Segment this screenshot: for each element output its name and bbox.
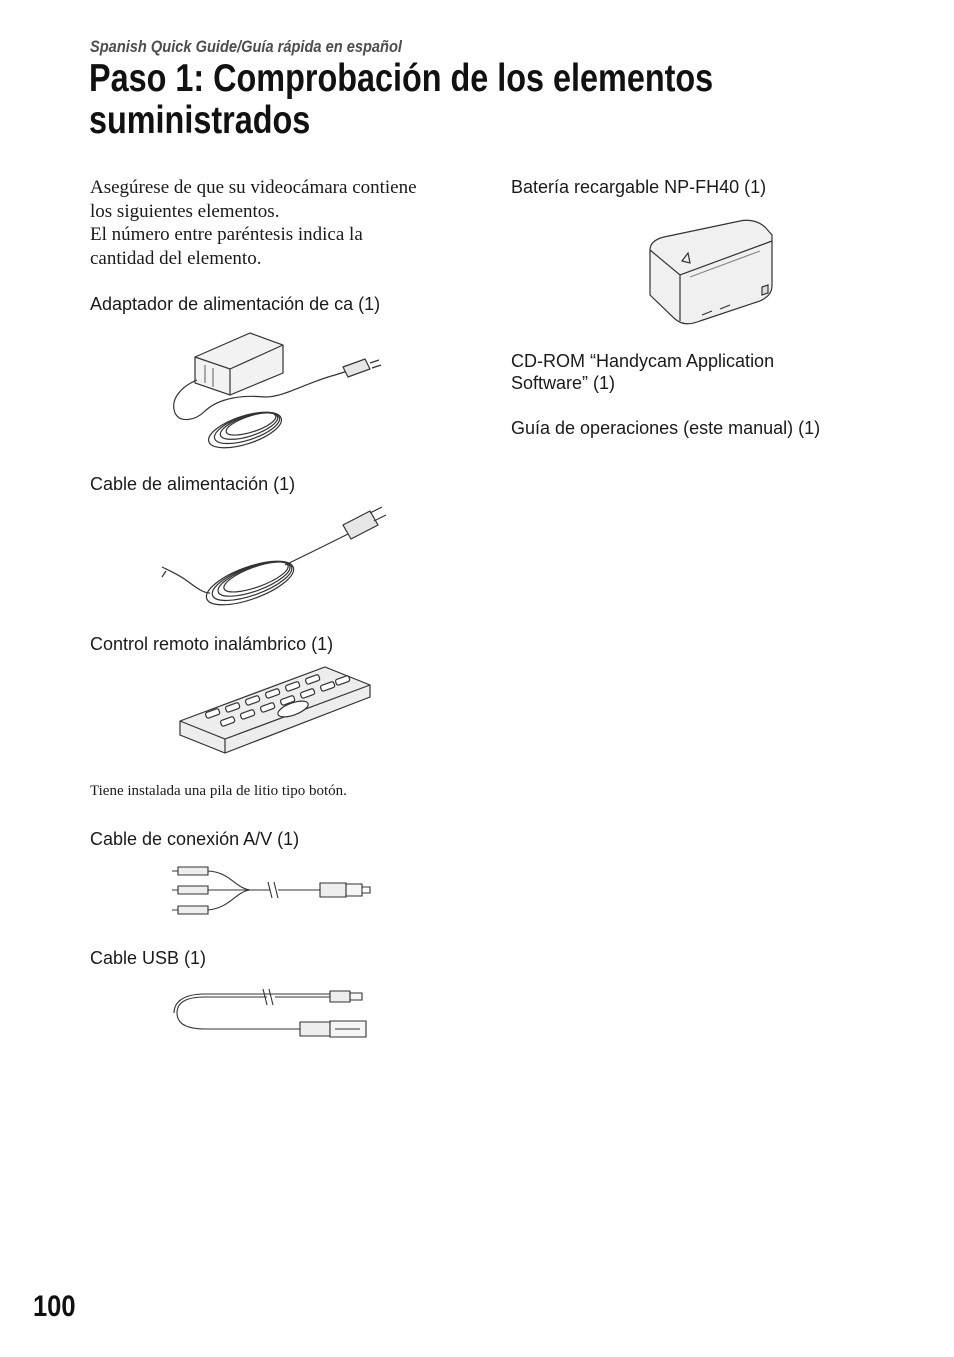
- page-title: [89, 58, 713, 142]
- intro-line-2: los siguientes elementos.: [90, 200, 280, 222]
- battery-label: Batería recargable NP-FH40 (1): [511, 177, 767, 197]
- intro-line-1: Asegúrese de que su videocámara contiene: [90, 177, 417, 198]
- cdrom-label: CD-ROM “Handycam Application Software” (1): [511, 351, 775, 393]
- page-title-line-1: Paso 1: Comprobación de los elementos: [89, 57, 714, 100]
- remote-control-illustration: [175, 663, 375, 763]
- page-number: 100: [33, 1290, 76, 1323]
- battery-illustration: [640, 215, 780, 330]
- manual-label: Guía de operaciones (este manual) (1): [511, 418, 821, 438]
- remote-note: Tiene instalada una pila de litio tipo botón.: [90, 783, 347, 799]
- intro-line-4: cantidad del elemento.: [90, 247, 262, 269]
- intro-paragraph: [90, 176, 470, 270]
- ac-adaptor-label: Adaptador de alimentación de ca (1): [90, 294, 381, 314]
- power-cord-label: Cable de alimentación (1): [90, 474, 296, 494]
- ac-adaptor-illustration: [165, 325, 390, 455]
- power-cord-illustration: [160, 505, 390, 615]
- intro-line-3: El número entre paréntesis indica la: [90, 224, 363, 245]
- av-cable-illustration: [170, 862, 380, 922]
- section-tag: Spanish Quick Guide/Guía rápida en español: [90, 37, 402, 56]
- av-cable-label: Cable de conexión A/V (1): [90, 829, 300, 849]
- remote-label: Control remoto inalámbrico (1): [90, 634, 334, 654]
- page-title-line-2: suministrados: [89, 99, 311, 142]
- usb-cable-illustration: [175, 985, 375, 1045]
- usb-cable-label: Cable USB (1): [90, 948, 207, 968]
